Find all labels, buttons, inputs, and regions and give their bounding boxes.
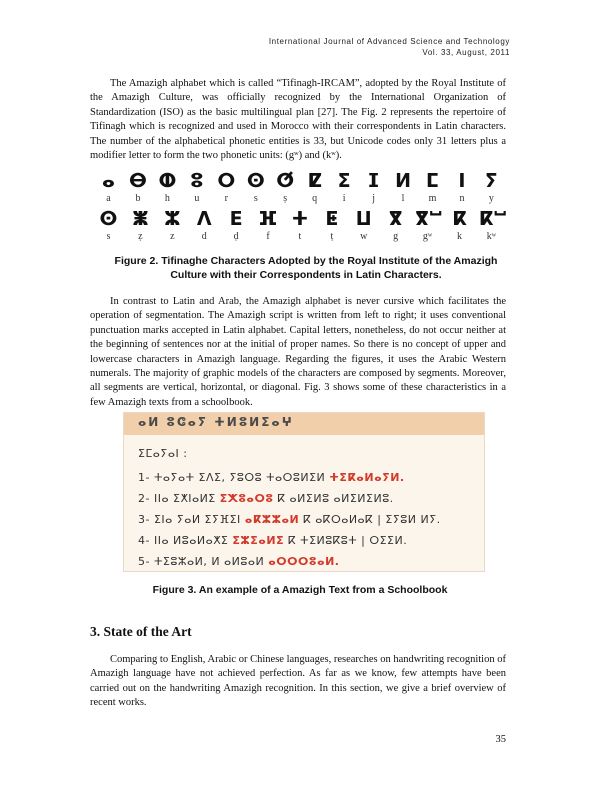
figure-2-glyph-table [96,170,507,246]
latin-equivalent: f [266,231,270,242]
latin-equivalent: n [459,193,465,204]
section-heading: 3. State of the Art [90,624,192,639]
latin-equivalent: q [312,193,318,204]
latin-equivalent: kʷ [486,231,497,242]
glyph-cell [302,170,327,208]
glyph-row-2 [96,208,507,246]
glyph-row-1 [96,170,504,208]
glyph-cell [160,208,185,246]
journal-name: International Journal of Advanced Science and Technology [268,37,510,46]
tifinagh-glyph: ⵟ [325,208,339,230]
latin-equivalent: t [298,231,302,242]
tifinagh-glyph: ⵥ [132,208,149,230]
glyph-cell [224,208,249,246]
latin-equivalent: j [372,193,375,204]
volume-info: Vol. 33, August, 2011 [422,48,510,57]
line-text: 5- ⵜⵉⵓⵣⴰⵍ, ⵍ ⴰⵍⵓⴰⵍ [138,555,269,568]
tifinagh-glyph: ⴱ [129,170,147,192]
tifinagh-glyph: ⵢ [484,170,498,192]
line-text: ⴽ ⴰⴽⵔⴰⵍⴰⴽ | ⵉⵢⵓⵍ ⵍⵢ. [299,513,441,526]
tifinagh-glyph: ⵙ [99,208,118,230]
intro-paragraph: The Amazigh alphabet which is called “Tifinagh-IRCAM”, adopted by the Royal Institute of the Amazigh Culture, was officially recognized by the International Organization of Standardization (ISO) as the basic multilingual plan [27]. The Fig. 2 represents the repertoire of Tifinagh which is recognized and used in Morocco with their correspondents in Latin characters. The number of the alphabetical phonetic entities is 33, but Unicode codes only 31 letters plus a modifier letter to form the two phonetic units: (gʷ) and (kʷ). [90,78,506,162]
tifinagh-glyph: ⵚ [276,170,295,192]
latin-equivalent: i [342,193,346,204]
latin-equivalent: b [135,193,141,204]
figure-3-caption: Figure 3. An example of a Amazigh Text from a Schoolbook [152,584,448,596]
line-text: 2- ⵏⵏⴰ ⵉⵅⵏⴰⵍⵉ [138,492,220,505]
tifinagh-glyph: ⵍ [395,170,411,192]
tifinagh-glyph: ⴷ [196,208,212,230]
line-text: ⴽ ⴰⵍⵉⵍⵓ ⴰⵍⵉⵍⵉⵍⵓ. [273,492,394,505]
glyph-cell [447,208,472,246]
state-of-art-paragraph: Comparing to English, Arabic or Chinese languages, researches on handwriting recognition of Amazigh language have not achieved perfection. As far as we know, few attempts have been carried out on the handwriting Amazigh recognition. In this section, we give a brief overview of recent works. [90,654,506,709]
tifinagh-glyph: ⴳ [388,208,403,230]
latin-equivalent: m [428,193,437,204]
glyph-cell [125,170,150,208]
tifinagh-glyph: ⵉ [337,170,351,192]
latin-equivalent: s [253,193,258,204]
tifinagh-glyph: ⵙ [246,170,265,192]
segmentation-paragraph: In contrast to Latin and Arab, the Amazigh alphabet is never cursive which facilitates the operation of segmentation. The Amazigh script is written from left to right; it uses conventional punctuation marks accepted in Latin alphabet. Capital letters, nonetheless, do not occur neither at the beginning of sentences nor at the initial of proper names. So there is no concept of upper and lowercase characters in Amazigh language. Regarding the figures, it uses the Arabic Western numerals. The majority of graphic models of the characters are composed by segments. Moreover, all segments are vertical, horizontal, or diagonal. Fig. 3 shows some of these characteristics in a few Amazigh texts from a schoolbook. [90,296,506,408]
schoolbook-line [138,513,441,526]
latin-equivalent: ḍ [233,231,239,242]
glyph-cell [192,208,217,246]
glyph-cell [391,170,416,208]
latin-equivalent: gʷ [422,231,433,242]
latin-equivalent: w [360,231,368,242]
tifinagh-glyph: ⴽ [452,208,467,230]
glyph-cell [273,170,298,208]
glyph-cell [332,170,357,208]
latin-equivalent: u [194,193,200,204]
highlighted-word: ⵉⵣⵉⴰⵍⵉ [232,534,285,547]
line-text: ⴽ ⵜⵉⵍⵓⴽⵓⵜ | ⵔⵉⵉⵍ. [284,534,408,547]
schoolbook-subtitle: ⵉⵎⴰⵢⴰⵏ : [138,447,188,460]
running-header [269,36,510,58]
glyph-cell [351,208,376,246]
glyph-cell [96,170,121,208]
latin-equivalent: r [224,193,228,204]
tifinagh-glyph: ⵊ [367,170,380,192]
glyph-cell [243,170,268,208]
highlighted-word: ⴰⵔⵔⵔⵓⴰⵍ. [268,555,340,568]
latin-equivalent: d [201,231,207,242]
latin-equivalent: a [106,193,111,204]
schoolbook-line [138,534,407,547]
latin-equivalent: y [488,193,494,204]
latin-equivalent: ṭ [330,231,334,242]
glyph-cell [184,170,209,208]
latin-equivalent: z [170,231,175,242]
glyph-cell [383,208,408,246]
glyph-cell [287,208,312,246]
latin-equivalent: s [106,231,111,242]
tifinagh-glyph: ⵓ [190,170,204,192]
glyph-cell [415,208,443,246]
page-number: 35 [495,734,506,745]
line-text: 1- ⵜⴰⵢⴰⵜ ⵉⴷⵉ, ⵢⵓⵔⵓ ⵜⴰⵔⵓⵍⵉⵍ [138,471,330,484]
latin-equivalent: ẓ [138,231,143,242]
glyph-cell [478,208,507,246]
tifinagh-glyph: ⵏ [458,170,466,192]
tifinagh-glyph: ⴹ [229,208,243,230]
schoolbook-title-band [124,413,484,435]
latin-equivalent: h [164,193,170,204]
schoolbook-line [138,492,394,505]
tifinagh-glyph: ⵇ [307,170,322,192]
latin-equivalent: l [401,193,405,204]
glyph-cell [214,170,239,208]
tifinagh-glyph: ⵣ [164,208,181,230]
glyph-cell [361,170,386,208]
tifinagh-glyph: ⴳⵯ [415,208,443,230]
glyph-cell [96,208,121,246]
glyph-cell [256,208,281,246]
glyph-cell [420,170,445,208]
schoolbook-line [138,471,405,484]
latin-equivalent: g [393,231,399,242]
tifinagh-glyph: ⵜ [291,208,309,230]
glyph-cell [479,170,504,208]
tifinagh-glyph: ⴽⵯ [478,208,507,230]
schoolbook-line [138,555,339,568]
glyph-cell [449,170,474,208]
schoolbook-excerpt-image [123,412,485,572]
schoolbook-title: ⴰⵍ ⵓⵛⴰⵢ ⵜⵍⵓⵍⵉⴰⵖ [138,415,294,429]
tifinagh-glyph: ⴰ [101,170,116,192]
tifinagh-glyph: ⵀ [158,170,177,192]
tifinagh-glyph: ⵎ [425,170,439,192]
figure-2-caption: Figure 2. Tifinaghe Characters Adopted by the Royal Institute of the Amazigh Culture with their Correspondents in Latin Characters. [114,255,498,281]
line-text: 4- ⵏⵏⴰ ⵍⵓⴰⵍⴰⵅⵉ [138,534,233,547]
tifinagh-glyph: ⵔ [217,170,236,192]
highlighted-word: ⴰⴽⵣⵣⴰⵍ [244,513,300,526]
glyph-cell [319,208,344,246]
latin-equivalent: ṣ [283,193,288,204]
tifinagh-glyph: ⴼ [258,208,278,230]
highlighted-word: ⵜⵉⴽⴰⵍⴰⵢⵍ. [329,471,405,484]
line-text: 3- ⵉⵏⴰ ⵢⴰⵍ ⵉⵢⴼⵉⵏ [138,513,245,526]
glyph-cell [128,208,153,246]
highlighted-word: ⵉⵅⵓⴰⵔⵓ [219,492,274,505]
latin-equivalent: k [456,231,462,242]
glyph-cell [155,170,180,208]
tifinagh-glyph: ⵡ [355,208,372,230]
